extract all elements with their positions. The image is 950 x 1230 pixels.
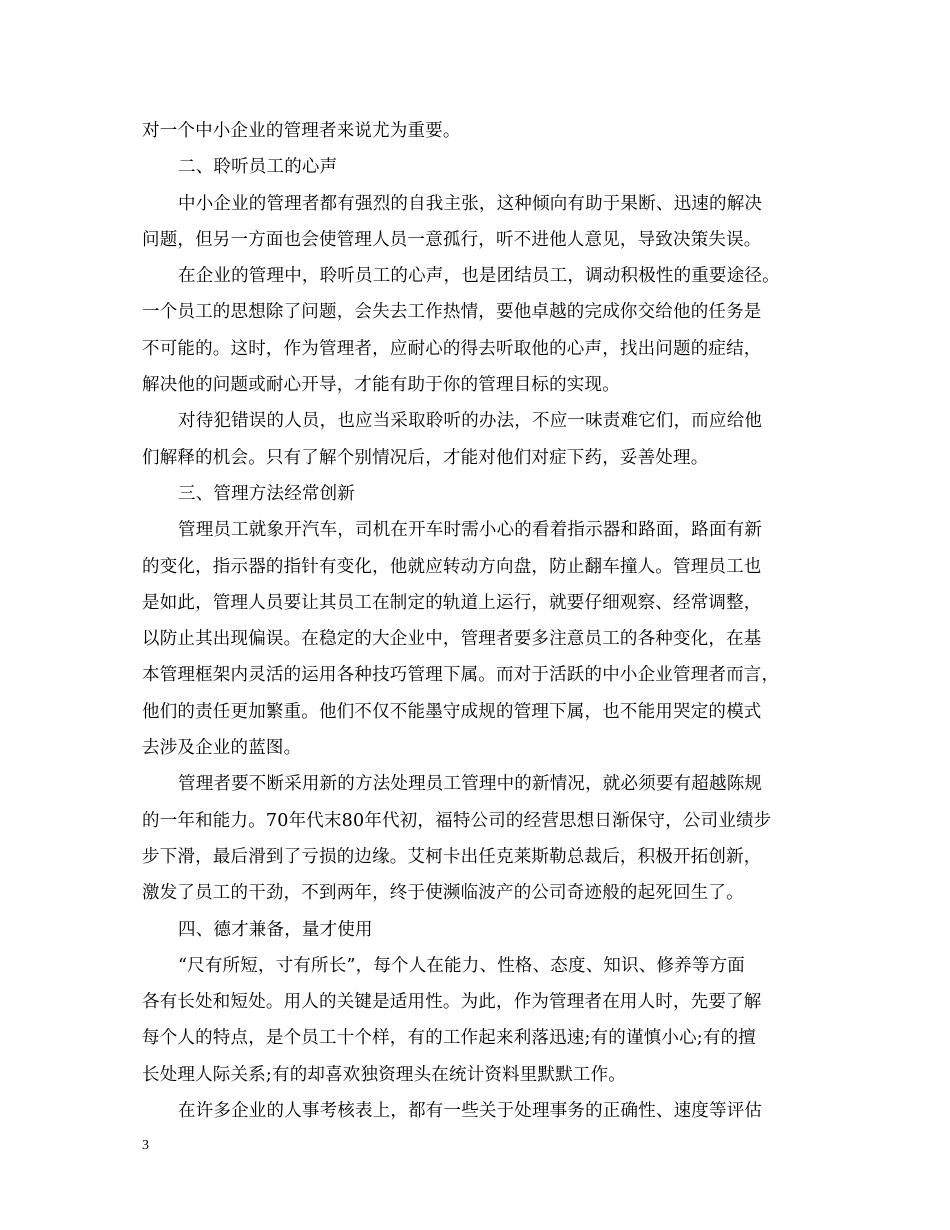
text-line: 不可能的。这时，作为管理者，应耐心的得去听取他的心声，找出问题的症结， <box>142 338 762 359</box>
text-line: 长处理人际关系;有的却喜欢独资理头在统计资料里默默工作。 <box>142 1064 626 1085</box>
text-line: 一个员工的思想除了问题，会失去工作热情，要他卓越的完成你交给他的任务是 <box>142 302 762 323</box>
text-line: 们解释的机会。只有了解个别情况后，才能对他们对症下药，妥善处理。 <box>142 447 709 468</box>
text-line: 解决他的问题或耐心开导，才能有助于你的管理目标的实现。 <box>142 375 620 396</box>
text-line: “尺有所短，寸有所长”，每个人在能力、性格、态度、知识、修养等方面 <box>178 955 745 976</box>
text-line: 管理者要不断采用新的方法处理员工管理中的新情况，就必须要有超越陈规 <box>178 774 763 795</box>
page-number: 3 <box>142 1138 149 1153</box>
text-line: 以防止其出现偏误。在稳定的大企业中，管理者要多注意员工的各种变化，在基 <box>142 629 762 650</box>
text-line: 对一个中小企业的管理者来说尤为重要。 <box>142 121 461 141</box>
page-body <box>142 113 822 1129</box>
text-line: 去涉及企业的蓝图。 <box>142 738 302 759</box>
text-line: 他们的责任更加繁重。他们不仅不能墨守成规的管理下属，也不能用哭定的模式 <box>142 701 762 722</box>
text-line: 的一年和能力。70年代末80年代初，福特公司的经营思想日渐保守，公司业绩步 <box>142 810 772 831</box>
text-line: 是如此，管理人员要让其员工在制定的轨道上运行，就要仔细观察、经常调整， <box>142 592 762 613</box>
text-line: 的变化，指示器的指针有变化，他就应转动方向盘，防止翻车撞人。管理员工也 <box>142 556 762 577</box>
text-line: 对待犯错误的人员，也应当采取聆听的办法，不应一味责难它们，而应给他 <box>178 411 763 432</box>
text-line: 管理员工就象开汽车，司机在开车时需小心的看着指示器和路面，路面有新 <box>178 520 763 541</box>
text-line: 在许多企业的人事考核表上，都有一些关于处理事务的正确性、速度等评估 <box>178 1101 763 1122</box>
section-heading: 三、管理方法经常创新 <box>178 483 355 504</box>
text-line: 中小企业的管理者都有强烈的自我主张，这种倾向有助于果断、迅速的解决 <box>178 193 763 214</box>
text-line: 本管理框架内灵活的运用各种技巧管理下属。而对于活跃的中小企业管理者而言， <box>142 665 780 686</box>
text-line: 激发了员工的干劲，不到两年，终于使濒临波产的公司奇迹般的起死回生了。 <box>142 883 744 904</box>
section-heading: 四、德才兼备，量才使用 <box>178 919 373 940</box>
text-line: 在企业的管理中，聆听员工的心声，也是团结员工，调动积极性的重要途径。 <box>178 266 780 287</box>
text-line: 问题，但另一方面也会使管理人员一意孤行，听不进他人意见，导致决策失误。 <box>142 229 762 250</box>
text-line: 每个人的特点，是个员工十个样，有的工作起来利落迅速;有的谨慎小心;有的擅 <box>142 1028 756 1049</box>
text-line: 步下滑，最后滑到了亏损的边缘。艾柯卡出任克莱斯勒总裁后，积极开拓创新， <box>142 846 762 867</box>
section-heading: 二、聆听员工的心声 <box>178 157 338 178</box>
text-line: 各有长处和短处。用人的关键是适用性。为此，作为管理者在用人时，先要了解 <box>142 992 762 1013</box>
